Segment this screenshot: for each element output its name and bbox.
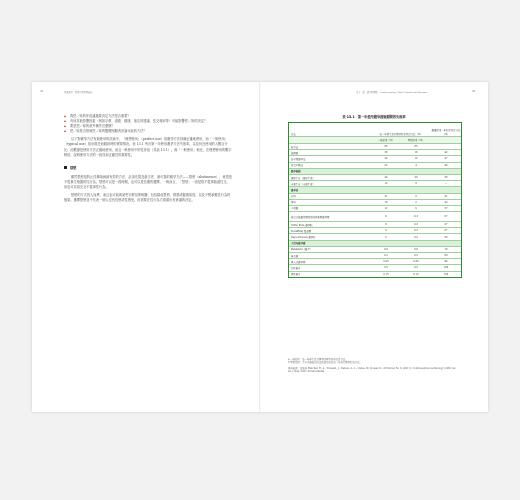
table-cell: 0.05 (413, 260, 419, 264)
table-cell: 12 (384, 182, 388, 186)
table-cell: 9 (385, 215, 387, 219)
table-cell: 85 (414, 145, 418, 149)
table-cell: 78 (444, 247, 448, 251)
table-cell: 複合口服避孕藥和單純孕激素避孕藥 (291, 215, 330, 219)
table-cell: 子宮內避孕器 (291, 242, 306, 246)
table-cell: 避孕套 (291, 188, 299, 192)
section-title: 禁慾 (70, 165, 77, 170)
table-cell: 殺精劑 (291, 151, 299, 155)
table-cell: 0.3 (414, 223, 418, 227)
table-cell: 80 (444, 254, 448, 258)
table-cell: 100 (443, 266, 449, 270)
table-cell: 4 (415, 163, 417, 167)
table-cell: NuvaRing 陰道環 (291, 229, 311, 233)
table-cell: 100 (443, 272, 449, 276)
table-cell: 避孕海綿 (291, 170, 301, 174)
table-cell: 47 (444, 157, 448, 161)
table-title: 表 13.1 第一年使用避孕措施期間的失敗率 (342, 115, 406, 119)
table-cell: 43 (444, 200, 448, 204)
table-cell: 20 (414, 176, 418, 180)
table-cell: ParaGard（銅 T） (291, 248, 313, 252)
table-cell: 0.15 (383, 272, 389, 276)
table-cell: 84 (444, 260, 448, 264)
table-cell: 0.5 (384, 266, 388, 270)
table-header-cell: 理想使用（%） (407, 139, 425, 142)
table-cell: 安全期避孕法 (291, 157, 306, 161)
failure-rate-table (288, 122, 462, 278)
book-spread (32, 82, 488, 412)
table-cell: 18 (384, 200, 388, 204)
table-header-cell: 繼續使用一年的女性百分比（%） (431, 129, 461, 136)
section-heading (64, 166, 232, 171)
table-cell: 曾經生育（曾經生產） (291, 176, 315, 180)
left-page-body (64, 114, 232, 203)
table-cell: 46 (444, 163, 448, 167)
table-cell: 67 (444, 215, 448, 219)
bullet-item: ◆ 您／妳是否曾與您／妳的醫療照顧者討論可能的方法？ (64, 129, 232, 134)
right-page-number: 93 (472, 90, 476, 93)
table-cell: 曼月樂 (291, 254, 299, 258)
table-cell: 21 (384, 194, 388, 198)
body-paragraph: 以下對避孕方法有與使用的討論中，「理想使用」（perfect use）指避孕方法持續正確地使用，而「一般使用」（typical use）指出現任何錯誤時的實際情況。表 13.1 列出第一年使用避孕方法失敗率，以及仍在使用的人數百分比；此數據是使用方法正確地使用，而且一般使用中的性伴侶（見表 13.1）。與「一般使用」相比，在理想使用的數字較低，說明使用方法的一致性和正確性的重要性。 (64, 137, 232, 157)
table-cell: 植入式避孕棒 (291, 260, 306, 264)
table-subheader-row (289, 136, 461, 143)
table-cell: 女用 (291, 195, 296, 199)
table-cell: 57 (444, 206, 448, 210)
table-row (289, 211, 461, 221)
table-cell: 9 (385, 229, 387, 233)
table-cell: 0.05 (383, 260, 389, 264)
table-cell: 41 (444, 194, 448, 198)
table-cell: 22 (384, 163, 388, 167)
table-header-cell: 第一年發生意外懷孕的女性百分比（%） (379, 133, 423, 136)
bullet-item: ◆ 我您／妳的伴侶議過要決定方法是否重要？ (64, 114, 232, 119)
table-cell: 67 (444, 229, 448, 233)
table-cell: 0.2 (384, 254, 388, 258)
table-cell: Ortho Evra 避孕貼 (291, 223, 313, 227)
table-cell: 0.2 (414, 254, 418, 258)
table-header-cell: 一般使用（%） (377, 139, 395, 142)
table-cell: 5 (415, 194, 417, 198)
table-cell: 42 (444, 151, 448, 155)
table-cell: 6 (415, 206, 417, 210)
table-cell: 12 (414, 157, 418, 161)
table-cell: 9 (385, 223, 387, 227)
table-notes (288, 358, 460, 374)
table-row (289, 271, 461, 277)
table-header-row (289, 123, 461, 136)
table-cell: 0.6 (414, 247, 418, 251)
table-cell: 18 (414, 151, 418, 155)
table-cell: 女性絕育 (291, 266, 301, 270)
table-cell: 無方法 (291, 145, 299, 149)
left-running-header: 性與避孕：從懷孕到性傳染病 (64, 91, 93, 94)
table-cell: 性交中斷法 (291, 164, 303, 168)
table-cell: 2 (415, 200, 417, 204)
square-bullet-icon (64, 166, 67, 169)
body-paragraph: 禁慾的方式因人而異，而且也可能與某些宗教信仰相關，包括婚前禁慾、情感或健康原因，以及不想承擔性行為的後果。選擇禁慾並不代表一個人沒有性慾或性感受，但需要在性行為方面做出有意識的決定。 (64, 193, 231, 203)
table-cell: 24 (384, 176, 388, 180)
table-cell: 未曾生育（未曾生產） (291, 182, 315, 186)
right-running-header: 第十三章 避孕與墮胎 Contraception, Birth Control and Abortion (356, 91, 428, 94)
table-cell: 男性絕育 (291, 273, 301, 277)
table-cell: 12 (384, 206, 388, 210)
table-header-cell: 方法 (291, 133, 296, 136)
table-cell: 0.8 (384, 247, 388, 251)
table-cell: — (444, 182, 448, 186)
table-cell: 0.10 (413, 272, 419, 276)
bullet-item: ◆ 有何其他影響因素（例如宗教、道德、健康、朋友的建議、性交頻率等）可能影響您／妳的決定？ (64, 119, 232, 124)
table-note: b 理想使用：完全正確使用方法的使用者在第一年意外懷孕的百分比。 (288, 361, 363, 365)
table-note: a 一般使用：第一年發生意外懷孕的典型使用者百分比。 (288, 358, 348, 361)
table-cell: Depo-Provera 避孕針 (291, 236, 316, 240)
table-cell: 56 (444, 235, 448, 239)
table-cell: 0.5 (414, 266, 418, 270)
body-paragraph: 雖然禁慾是防止性傳染病最有效的方法，必須先提及最古老、最可靠的避孕方法——禁慾（abstinence），意思是不從事生殖器的性行為。禁慾可以是一段時期，也可以是長期的選擇。一般而言，「禁慾」一詞是指不從事陰道性交，但也可以指完全不從事性行為。 (64, 174, 232, 190)
right-page (260, 82, 488, 412)
table-cell: 28 (384, 151, 388, 155)
table-cell: 9 (415, 182, 417, 186)
left-page-number: 92 (40, 90, 44, 93)
table-cell: 0.2 (414, 235, 418, 239)
table-source: 資料來源：改編自 Hatcher, R. A., Trussell, J., Nelson, A. L., Cates, W., Kowal, D., & Policar, M. S. (2011). Contraceptive technology (20th rev. ed.). New York: Ardent Media. (288, 366, 457, 374)
table-cell: 6 (385, 235, 387, 239)
table-cell: 67 (444, 223, 448, 227)
table-cell: 24 (384, 157, 388, 161)
bullet-item: ◆ 要是您／妳的意外懷孕怎麼辦？ (64, 124, 232, 129)
table-cell: 85 (384, 145, 388, 149)
table-cell: 子宮帽 (291, 207, 299, 211)
table-cell: 男用 (291, 201, 296, 205)
left-page (32, 82, 260, 412)
table-cell: 36 (444, 176, 448, 180)
table-cell: 0.3 (414, 215, 418, 219)
table-cell: 0.3 (414, 229, 418, 233)
